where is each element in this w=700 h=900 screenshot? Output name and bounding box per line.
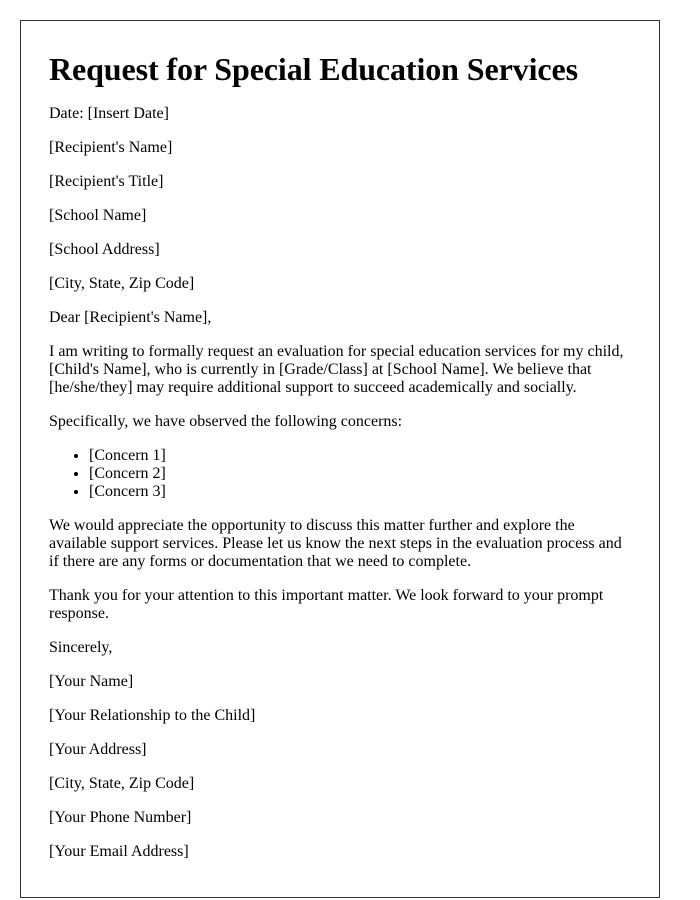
school-address: [School Address] <box>49 241 160 258</box>
list-item: • [Concern 1] <box>89 447 631 465</box>
list-item: • [Concern 3] <box>89 483 631 501</box>
letter-page <box>20 20 660 898</box>
body-paragraph-request: I am writing to formally request an evaluation for special education services for my child, [Child's Name], who is currently in [Grade/Class] at [School Name]. We believe that [he/she/they] may require additional support to succeed academically and socially. <box>49 343 624 396</box>
sender-email: [Your Email Address] <box>49 843 189 860</box>
recipient-city-state-zip: [City, State, Zip Code] <box>49 275 195 292</box>
sender-phone: [Your Phone Number] <box>49 809 192 826</box>
salutation: Dear [Recipient's Name], <box>49 309 212 326</box>
sender-name: [Your Name] <box>49 673 134 690</box>
body-paragraph-thanks: Thank you for your attention to this important matter. We look forward to your prompt response. <box>49 587 604 622</box>
sender-address: [Your Address] <box>49 741 147 758</box>
list-item: • [Concern 2] <box>89 465 631 483</box>
concerns-intro: Specifically, we have observed the following concerns: <box>49 413 403 430</box>
body-paragraph-next-steps: We would appreciate the opportunity to discuss this matter further and explore the available support services. Please let us know the next steps in the evaluation process and if there are any forms or documentation that we need to complete. <box>49 517 622 570</box>
closing: Sincerely, <box>49 639 113 656</box>
letter-title: Request for Special Education Services <box>49 51 578 87</box>
recipient-name: [Recipient's Name] <box>49 139 173 156</box>
recipient-title: [Recipient's Title] <box>49 173 164 190</box>
date-line: Date: [Insert Date] <box>49 105 169 122</box>
school-name: [School Name] <box>49 207 147 224</box>
sender-relationship: [Your Relationship to the Child] <box>49 707 256 724</box>
concerns-list <box>49 447 631 501</box>
sender-city-state-zip: [City, State, Zip Code] <box>49 775 195 792</box>
